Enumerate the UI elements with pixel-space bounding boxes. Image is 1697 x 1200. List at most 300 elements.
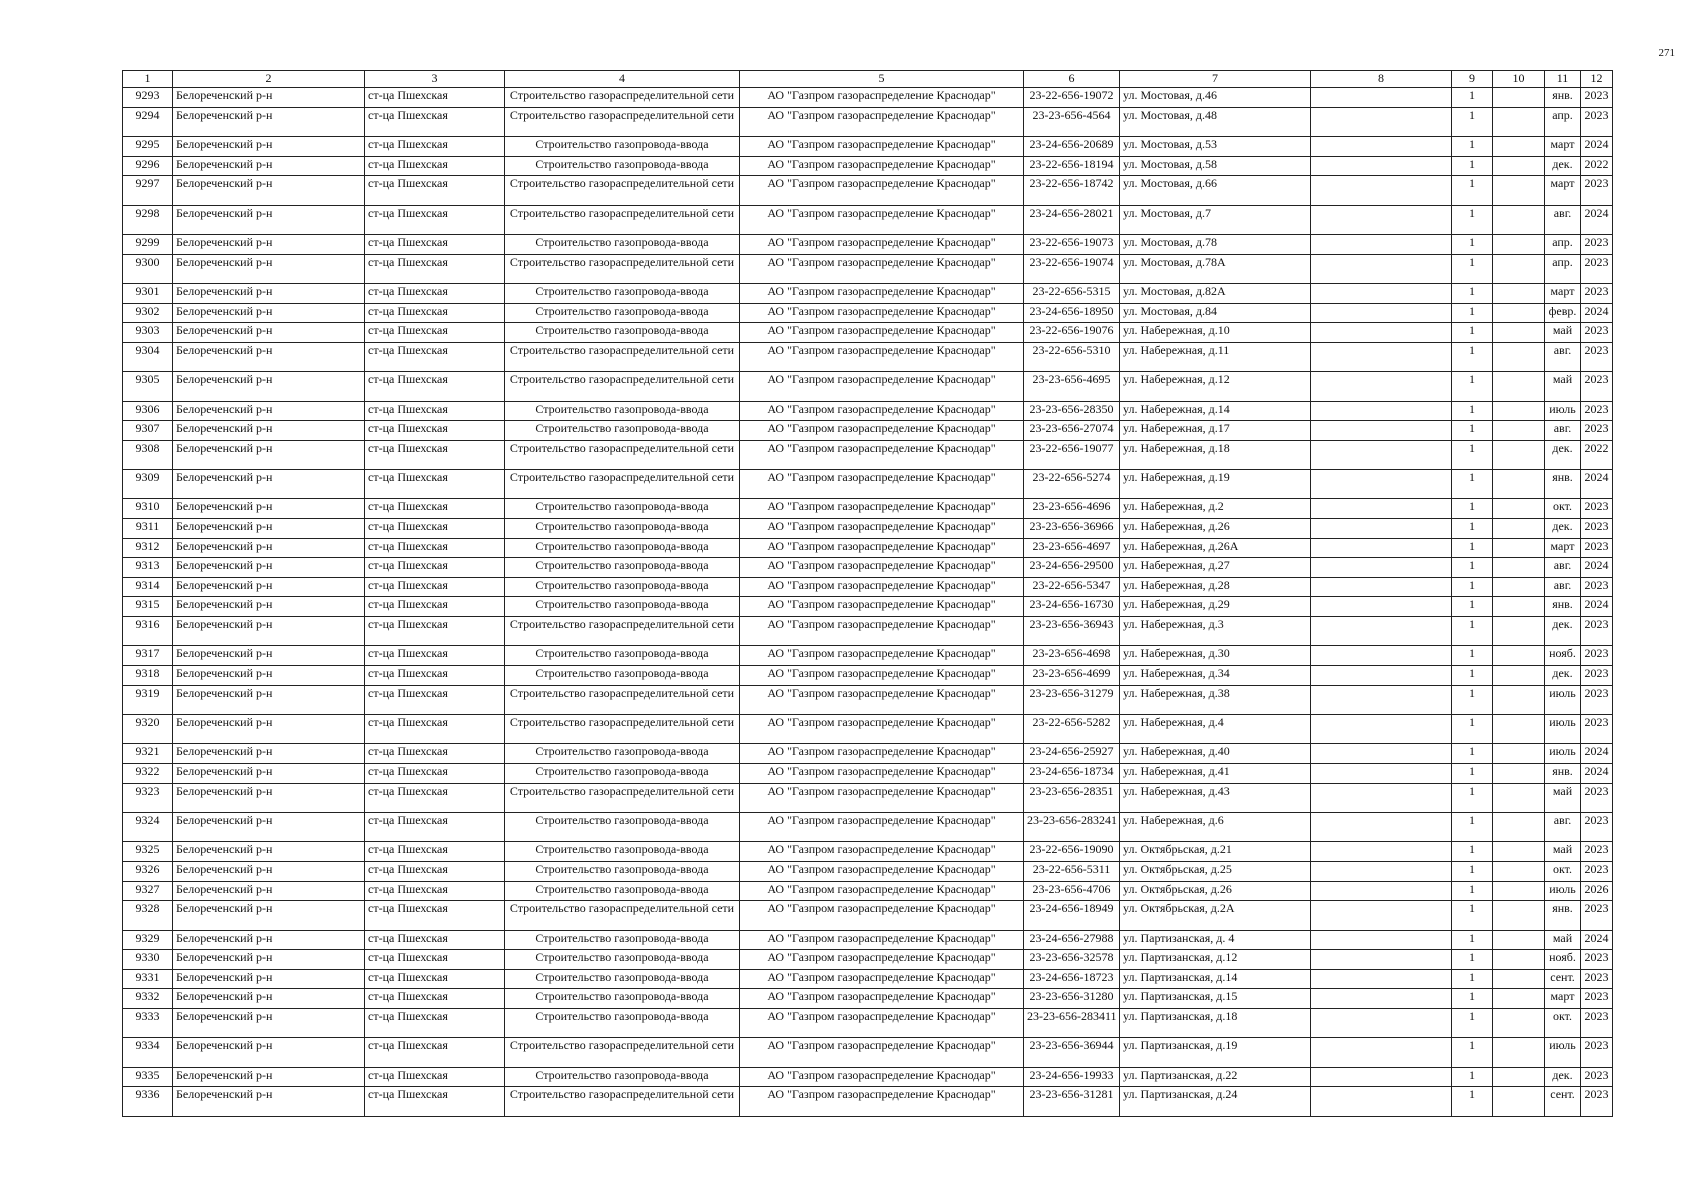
quantity-cell: 1 bbox=[1452, 440, 1493, 469]
row-number: 9322 bbox=[123, 763, 173, 783]
year-cell: 2024 bbox=[1581, 205, 1613, 234]
settlement-cell: ст-ца Пшехская bbox=[365, 597, 505, 617]
table-row bbox=[123, 597, 1613, 617]
organization-cell: АО "Газпром газораспределение Краснодар" bbox=[740, 519, 1024, 539]
year-cell: 2023 bbox=[1581, 842, 1613, 862]
quantity-cell: 1 bbox=[1452, 930, 1493, 950]
registration-code-cell: 23-22-656-5311 bbox=[1024, 861, 1120, 881]
address-cell: ул. Октябрьская, д.21 bbox=[1120, 842, 1311, 862]
work-type-cell: Строительство газораспределительной сети bbox=[505, 685, 740, 714]
table-row bbox=[123, 861, 1613, 881]
column-8-cell bbox=[1311, 499, 1452, 519]
column-10-cell bbox=[1493, 1008, 1545, 1037]
district-cell: Белореченский р-н bbox=[173, 1008, 365, 1037]
settlement-cell: ст-ца Пшехская bbox=[365, 323, 505, 343]
row-number: 9328 bbox=[123, 901, 173, 930]
table-row bbox=[123, 470, 1613, 499]
address-cell: ул. Партизанская, д.19 bbox=[1120, 1038, 1311, 1067]
column-10-cell bbox=[1493, 577, 1545, 597]
row-number: 9330 bbox=[123, 950, 173, 970]
column-10-cell bbox=[1493, 744, 1545, 764]
address-cell: ул. Набережная, д.28 bbox=[1120, 577, 1311, 597]
table-row bbox=[123, 969, 1613, 989]
column-8-cell bbox=[1311, 617, 1452, 646]
settlement-cell: ст-ца Пшехская bbox=[365, 1038, 505, 1067]
month-cell: май bbox=[1545, 372, 1581, 401]
district-cell: Белореченский р-н bbox=[173, 136, 365, 156]
column-10-cell bbox=[1493, 617, 1545, 646]
district-cell: Белореченский р-н bbox=[173, 901, 365, 930]
address-cell: ул. Партизанская, д.22 bbox=[1120, 1067, 1311, 1087]
organization-cell: АО "Газпром газораспределение Краснодар" bbox=[740, 617, 1024, 646]
month-cell: дек. bbox=[1545, 617, 1581, 646]
month-cell: май bbox=[1545, 783, 1581, 812]
column-8-cell bbox=[1311, 470, 1452, 499]
table-row bbox=[123, 930, 1613, 950]
organization-cell: АО "Газпром газораспределение Краснодар" bbox=[740, 372, 1024, 401]
settlement-cell: ст-ца Пшехская bbox=[365, 499, 505, 519]
settlement-cell: ст-ца Пшехская bbox=[365, 421, 505, 441]
month-cell: апр. bbox=[1545, 107, 1581, 136]
column-10-cell bbox=[1493, 812, 1545, 841]
quantity-cell: 1 bbox=[1452, 421, 1493, 441]
month-cell: март bbox=[1545, 136, 1581, 156]
column-8-cell bbox=[1311, 881, 1452, 901]
column-8-cell bbox=[1311, 1008, 1452, 1037]
row-number: 9316 bbox=[123, 617, 173, 646]
table-row bbox=[123, 283, 1613, 303]
work-type-cell: Строительство газораспределительной сети bbox=[505, 617, 740, 646]
year-cell: 2023 bbox=[1581, 901, 1613, 930]
month-cell: июль bbox=[1545, 744, 1581, 764]
district-cell: Белореченский р-н bbox=[173, 88, 365, 108]
work-type-cell: Строительство газопровода-ввода bbox=[505, 577, 740, 597]
year-cell: 2023 bbox=[1581, 1008, 1613, 1037]
quantity-cell: 1 bbox=[1452, 715, 1493, 744]
address-cell: ул. Набережная, д.17 bbox=[1120, 421, 1311, 441]
column-header: 10 bbox=[1493, 71, 1545, 88]
work-type-cell: Строительство газопровода-ввода bbox=[505, 421, 740, 441]
month-cell: авг. bbox=[1545, 577, 1581, 597]
district-cell: Белореченский р-н bbox=[173, 234, 365, 254]
settlement-cell: ст-ца Пшехская bbox=[365, 205, 505, 234]
table-row bbox=[123, 156, 1613, 176]
table-row bbox=[123, 205, 1613, 234]
row-number: 9329 bbox=[123, 930, 173, 950]
year-cell: 2023 bbox=[1581, 519, 1613, 539]
quantity-cell: 1 bbox=[1452, 666, 1493, 686]
district-cell: Белореченский р-н bbox=[173, 372, 365, 401]
month-cell: янв. bbox=[1545, 470, 1581, 499]
column-8-cell bbox=[1311, 440, 1452, 469]
organization-cell: АО "Газпром газораспределение Краснодар" bbox=[740, 842, 1024, 862]
address-cell: ул. Набережная, д.18 bbox=[1120, 440, 1311, 469]
year-cell: 2023 bbox=[1581, 538, 1613, 558]
month-cell: июль bbox=[1545, 1038, 1581, 1067]
settlement-cell: ст-ца Пшехская bbox=[365, 254, 505, 283]
quantity-cell: 1 bbox=[1452, 283, 1493, 303]
organization-cell: АО "Газпром газораспределение Краснодар" bbox=[740, 989, 1024, 1009]
registration-code-cell: 23-23-656-4699 bbox=[1024, 666, 1120, 686]
settlement-cell: ст-ца Пшехская bbox=[365, 617, 505, 646]
address-cell: ул. Партизанская, д.18 bbox=[1120, 1008, 1311, 1037]
district-cell: Белореченский р-н bbox=[173, 1038, 365, 1067]
registration-code-cell: 23-24-656-28021 bbox=[1024, 205, 1120, 234]
month-cell: март bbox=[1545, 989, 1581, 1009]
work-type-cell: Строительство газораспределительной сети bbox=[505, 88, 740, 108]
settlement-cell: ст-ца Пшехская bbox=[365, 881, 505, 901]
address-cell: ул. Набережная, д.11 bbox=[1120, 342, 1311, 371]
district-cell: Белореченский р-н bbox=[173, 499, 365, 519]
month-cell: авг. bbox=[1545, 342, 1581, 371]
work-type-cell: Строительство газораспределительной сети bbox=[505, 254, 740, 283]
quantity-cell: 1 bbox=[1452, 597, 1493, 617]
row-number: 9295 bbox=[123, 136, 173, 156]
district-cell: Белореченский р-н bbox=[173, 763, 365, 783]
table-row bbox=[123, 1038, 1613, 1067]
settlement-cell: ст-ца Пшехская bbox=[365, 842, 505, 862]
registration-code-cell: 23-23-656-36943 bbox=[1024, 617, 1120, 646]
work-type-cell: Строительство газопровода-ввода bbox=[505, 401, 740, 421]
organization-cell: АО "Газпром газораспределение Краснодар" bbox=[740, 930, 1024, 950]
organization-cell: АО "Газпром газораспределение Краснодар" bbox=[740, 440, 1024, 469]
district-cell: Белореченский р-н bbox=[173, 538, 365, 558]
row-number: 9335 bbox=[123, 1067, 173, 1087]
work-type-cell: Строительство газопровода-ввода bbox=[505, 969, 740, 989]
column-header: 12 bbox=[1581, 71, 1613, 88]
registration-code-cell: 23-23-656-4698 bbox=[1024, 646, 1120, 666]
work-type-cell: Строительство газопровода-ввода bbox=[505, 558, 740, 578]
work-type-cell: Строительство газопровода-ввода bbox=[505, 499, 740, 519]
table-row bbox=[123, 107, 1613, 136]
quantity-cell: 1 bbox=[1452, 744, 1493, 764]
column-10-cell bbox=[1493, 666, 1545, 686]
month-cell: авг. bbox=[1545, 421, 1581, 441]
address-cell: ул. Набережная, д.34 bbox=[1120, 666, 1311, 686]
work-type-cell: Строительство газопровода-ввода bbox=[505, 519, 740, 539]
work-type-cell: Строительство газораспределительной сети bbox=[505, 715, 740, 744]
quantity-cell: 1 bbox=[1452, 303, 1493, 323]
month-cell: нояб. bbox=[1545, 646, 1581, 666]
organization-cell: АО "Газпром газораспределение Краснодар" bbox=[740, 812, 1024, 841]
column-8-cell bbox=[1311, 842, 1452, 862]
work-type-cell: Строительство газопровода-ввода bbox=[505, 283, 740, 303]
column-10-cell bbox=[1493, 1038, 1545, 1067]
settlement-cell: ст-ца Пшехская bbox=[365, 234, 505, 254]
settlement-cell: ст-ца Пшехская bbox=[365, 283, 505, 303]
table-row bbox=[123, 342, 1613, 371]
settlement-cell: ст-ца Пшехская bbox=[365, 538, 505, 558]
quantity-cell: 1 bbox=[1452, 88, 1493, 108]
settlement-cell: ст-ца Пшехская bbox=[365, 861, 505, 881]
work-type-cell: Строительство газораспределительной сети bbox=[505, 342, 740, 371]
month-cell: авг. bbox=[1545, 205, 1581, 234]
table-row bbox=[123, 881, 1613, 901]
address-cell: ул. Набережная, д.41 bbox=[1120, 763, 1311, 783]
organization-cell: АО "Газпром газораспределение Краснодар" bbox=[740, 1038, 1024, 1067]
address-cell: ул. Партизанская, д.14 bbox=[1120, 969, 1311, 989]
settlement-cell: ст-ца Пшехская bbox=[365, 372, 505, 401]
address-cell: ул. Партизанская, д.15 bbox=[1120, 989, 1311, 1009]
work-type-cell: Строительство газопровода-ввода bbox=[505, 930, 740, 950]
row-number: 9336 bbox=[123, 1087, 173, 1116]
address-cell: ул. Набережная, д.2 bbox=[1120, 499, 1311, 519]
address-cell: ул. Набережная, д.14 bbox=[1120, 401, 1311, 421]
row-number: 9324 bbox=[123, 812, 173, 841]
quantity-cell: 1 bbox=[1452, 401, 1493, 421]
column-8-cell bbox=[1311, 861, 1452, 881]
registration-code-cell: 23-23-656-27074 bbox=[1024, 421, 1120, 441]
column-10-cell bbox=[1493, 1067, 1545, 1087]
organization-cell: АО "Газпром газораспределение Краснодар" bbox=[740, 323, 1024, 343]
column-8-cell bbox=[1311, 107, 1452, 136]
column-8-cell bbox=[1311, 176, 1452, 205]
address-cell: ул. Набережная, д.27 bbox=[1120, 558, 1311, 578]
work-type-cell: Строительство газопровода-ввода bbox=[505, 1008, 740, 1037]
address-cell: ул. Набережная, д.26 bbox=[1120, 519, 1311, 539]
column-8-cell bbox=[1311, 1087, 1452, 1116]
year-cell: 2023 bbox=[1581, 950, 1613, 970]
registration-code-cell: 23-24-656-18723 bbox=[1024, 969, 1120, 989]
quantity-cell: 1 bbox=[1452, 969, 1493, 989]
year-cell: 2024 bbox=[1581, 744, 1613, 764]
year-cell: 2023 bbox=[1581, 342, 1613, 371]
column-8-cell bbox=[1311, 989, 1452, 1009]
settlement-cell: ст-ца Пшехская bbox=[365, 901, 505, 930]
month-cell: март bbox=[1545, 538, 1581, 558]
registration-code-cell: 23-23-656-4696 bbox=[1024, 499, 1120, 519]
table-row bbox=[123, 783, 1613, 812]
settlement-cell: ст-ца Пшехская bbox=[365, 744, 505, 764]
year-cell: 2024 bbox=[1581, 303, 1613, 323]
year-cell: 2023 bbox=[1581, 1038, 1613, 1067]
year-cell: 2023 bbox=[1581, 812, 1613, 841]
column-10-cell bbox=[1493, 989, 1545, 1009]
year-cell: 2023 bbox=[1581, 783, 1613, 812]
year-cell: 2023 bbox=[1581, 969, 1613, 989]
organization-cell: АО "Газпром газораспределение Краснодар" bbox=[740, 969, 1024, 989]
organization-cell: АО "Газпром газораспределение Краснодар" bbox=[740, 538, 1024, 558]
column-10-cell bbox=[1493, 205, 1545, 234]
quantity-cell: 1 bbox=[1452, 1087, 1493, 1116]
month-cell: дек. bbox=[1545, 156, 1581, 176]
year-cell: 2024 bbox=[1581, 470, 1613, 499]
registration-code-cell: 23-23-656-36966 bbox=[1024, 519, 1120, 539]
table-row bbox=[123, 617, 1613, 646]
work-type-cell: Строительство газораспределительной сети bbox=[505, 372, 740, 401]
settlement-cell: ст-ца Пшехская bbox=[365, 763, 505, 783]
row-number: 9323 bbox=[123, 783, 173, 812]
year-cell: 2023 bbox=[1581, 88, 1613, 108]
column-number-row bbox=[123, 71, 1613, 88]
district-cell: Белореченский р-н bbox=[173, 156, 365, 176]
address-cell: ул. Мостовая, д.78 bbox=[1120, 234, 1311, 254]
column-10-cell bbox=[1493, 950, 1545, 970]
column-10-cell bbox=[1493, 234, 1545, 254]
row-number: 9300 bbox=[123, 254, 173, 283]
quantity-cell: 1 bbox=[1452, 205, 1493, 234]
work-type-cell: Строительство газопровода-ввода bbox=[505, 744, 740, 764]
district-cell: Белореченский р-н bbox=[173, 685, 365, 714]
address-cell: ул. Партизанская, д.12 bbox=[1120, 950, 1311, 970]
address-cell: ул. Мостовая, д.53 bbox=[1120, 136, 1311, 156]
address-cell: ул. Мостовая, д.58 bbox=[1120, 156, 1311, 176]
table-row bbox=[123, 401, 1613, 421]
work-type-cell: Строительство газопровода-ввода bbox=[505, 950, 740, 970]
quantity-cell: 1 bbox=[1452, 577, 1493, 597]
table-row bbox=[123, 763, 1613, 783]
month-cell: авг. bbox=[1545, 558, 1581, 578]
settlement-cell: ст-ца Пшехская bbox=[365, 577, 505, 597]
table-row bbox=[123, 666, 1613, 686]
district-cell: Белореченский р-н bbox=[173, 176, 365, 205]
settlement-cell: ст-ца Пшехская bbox=[365, 558, 505, 578]
organization-cell: АО "Газпром газораспределение Краснодар" bbox=[740, 205, 1024, 234]
table-row bbox=[123, 519, 1613, 539]
registration-code-cell: 23-23-656-31279 bbox=[1024, 685, 1120, 714]
year-cell: 2023 bbox=[1581, 577, 1613, 597]
row-number: 9293 bbox=[123, 88, 173, 108]
quantity-cell: 1 bbox=[1452, 254, 1493, 283]
work-type-cell: Строительство газопровода-ввода bbox=[505, 303, 740, 323]
year-cell: 2023 bbox=[1581, 107, 1613, 136]
table-row bbox=[123, 176, 1613, 205]
organization-cell: АО "Газпром газораспределение Краснодар" bbox=[740, 421, 1024, 441]
month-cell: февр. bbox=[1545, 303, 1581, 323]
column-10-cell bbox=[1493, 107, 1545, 136]
year-cell: 2024 bbox=[1581, 558, 1613, 578]
column-10-cell bbox=[1493, 715, 1545, 744]
column-10-cell bbox=[1493, 283, 1545, 303]
row-number: 9305 bbox=[123, 372, 173, 401]
year-cell: 2024 bbox=[1581, 136, 1613, 156]
row-number: 9318 bbox=[123, 666, 173, 686]
address-cell: ул. Набережная, д.3 bbox=[1120, 617, 1311, 646]
column-10-cell bbox=[1493, 176, 1545, 205]
work-type-cell: Строительство газораспределительной сети bbox=[505, 1087, 740, 1116]
organization-cell: АО "Газпром газораспределение Краснодар" bbox=[740, 744, 1024, 764]
registration-code-cell: 23-23-656-31281 bbox=[1024, 1087, 1120, 1116]
settlement-cell: ст-ца Пшехская bbox=[365, 440, 505, 469]
row-number: 9320 bbox=[123, 715, 173, 744]
quantity-cell: 1 bbox=[1452, 323, 1493, 343]
month-cell: авг. bbox=[1545, 812, 1581, 841]
column-8-cell bbox=[1311, 538, 1452, 558]
registration-code-cell: 23-22-656-19090 bbox=[1024, 842, 1120, 862]
column-header: 6 bbox=[1024, 71, 1120, 88]
row-number: 9333 bbox=[123, 1008, 173, 1037]
month-cell: янв. bbox=[1545, 901, 1581, 930]
registration-code-cell: 23-24-656-18734 bbox=[1024, 763, 1120, 783]
quantity-cell: 1 bbox=[1452, 881, 1493, 901]
year-cell: 2023 bbox=[1581, 401, 1613, 421]
row-number: 9306 bbox=[123, 401, 173, 421]
organization-cell: АО "Газпром газораспределение Краснодар" bbox=[740, 1067, 1024, 1087]
month-cell: янв. bbox=[1545, 88, 1581, 108]
registration-code-cell: 23-22-656-19072 bbox=[1024, 88, 1120, 108]
registration-code-cell: 23-24-656-16730 bbox=[1024, 597, 1120, 617]
district-cell: Белореченский р-н bbox=[173, 969, 365, 989]
district-cell: Белореченский р-н bbox=[173, 283, 365, 303]
registration-code-cell: 23-24-656-25927 bbox=[1024, 744, 1120, 764]
month-cell: май bbox=[1545, 323, 1581, 343]
table-row bbox=[123, 372, 1613, 401]
table-row bbox=[123, 715, 1613, 744]
column-8-cell bbox=[1311, 812, 1452, 841]
column-10-cell bbox=[1493, 323, 1545, 343]
row-number: 9314 bbox=[123, 577, 173, 597]
quantity-cell: 1 bbox=[1452, 950, 1493, 970]
organization-cell: АО "Газпром газораспределение Краснодар" bbox=[740, 685, 1024, 714]
district-cell: Белореченский р-н bbox=[173, 342, 365, 371]
table-row bbox=[123, 538, 1613, 558]
table-row bbox=[123, 303, 1613, 323]
year-cell: 2024 bbox=[1581, 763, 1613, 783]
year-cell: 2024 bbox=[1581, 930, 1613, 950]
work-type-cell: Строительство газопровода-ввода bbox=[505, 538, 740, 558]
district-cell: Белореченский р-н bbox=[173, 715, 365, 744]
column-8-cell bbox=[1311, 342, 1452, 371]
quantity-cell: 1 bbox=[1452, 342, 1493, 371]
district-cell: Белореченский р-н bbox=[173, 303, 365, 323]
organization-cell: АО "Газпром газораспределение Краснодар" bbox=[740, 861, 1024, 881]
month-cell: июль bbox=[1545, 881, 1581, 901]
row-number: 9307 bbox=[123, 421, 173, 441]
district-cell: Белореченский р-н bbox=[173, 812, 365, 841]
settlement-cell: ст-ца Пшехская bbox=[365, 950, 505, 970]
work-type-cell: Строительство газопровода-ввода bbox=[505, 646, 740, 666]
registration-code-cell: 23-23-656-283411 bbox=[1024, 1008, 1120, 1037]
column-8-cell bbox=[1311, 519, 1452, 539]
year-cell: 2023 bbox=[1581, 666, 1613, 686]
quantity-cell: 1 bbox=[1452, 783, 1493, 812]
column-10-cell bbox=[1493, 470, 1545, 499]
table-row bbox=[123, 254, 1613, 283]
month-cell: дек. bbox=[1545, 440, 1581, 469]
table-row bbox=[123, 646, 1613, 666]
work-type-cell: Строительство газопровода-ввода bbox=[505, 763, 740, 783]
organization-cell: АО "Газпром газораспределение Краснодар" bbox=[740, 176, 1024, 205]
organization-cell: АО "Газпром газораспределение Краснодар" bbox=[740, 881, 1024, 901]
registration-code-cell: 23-23-656-4564 bbox=[1024, 107, 1120, 136]
registration-code-cell: 23-22-656-18194 bbox=[1024, 156, 1120, 176]
district-cell: Белореченский р-н bbox=[173, 989, 365, 1009]
registration-code-cell: 23-23-656-28351 bbox=[1024, 783, 1120, 812]
address-cell: ул. Набережная, д.26А bbox=[1120, 538, 1311, 558]
row-number: 9298 bbox=[123, 205, 173, 234]
column-8-cell bbox=[1311, 950, 1452, 970]
quantity-cell: 1 bbox=[1452, 685, 1493, 714]
registration-code-cell: 23-22-656-5274 bbox=[1024, 470, 1120, 499]
month-cell: окт. bbox=[1545, 861, 1581, 881]
settlement-cell: ст-ца Пшехская bbox=[365, 136, 505, 156]
district-cell: Белореченский р-н bbox=[173, 744, 365, 764]
year-cell: 2026 bbox=[1581, 881, 1613, 901]
settlement-cell: ст-ца Пшехская bbox=[365, 685, 505, 714]
quantity-cell: 1 bbox=[1452, 989, 1493, 1009]
organization-cell: АО "Газпром газораспределение Краснодар" bbox=[740, 136, 1024, 156]
row-number: 9327 bbox=[123, 881, 173, 901]
table-row bbox=[123, 1008, 1613, 1037]
month-cell: май bbox=[1545, 842, 1581, 862]
registration-code-cell: 23-22-656-19074 bbox=[1024, 254, 1120, 283]
address-cell: ул. Набережная, д.40 bbox=[1120, 744, 1311, 764]
address-cell: ул. Мостовая, д.82А bbox=[1120, 283, 1311, 303]
address-cell: ул. Партизанская, д. 4 bbox=[1120, 930, 1311, 950]
settlement-cell: ст-ца Пшехская bbox=[365, 519, 505, 539]
year-cell: 2023 bbox=[1581, 499, 1613, 519]
address-cell: ул. Набережная, д.43 bbox=[1120, 783, 1311, 812]
